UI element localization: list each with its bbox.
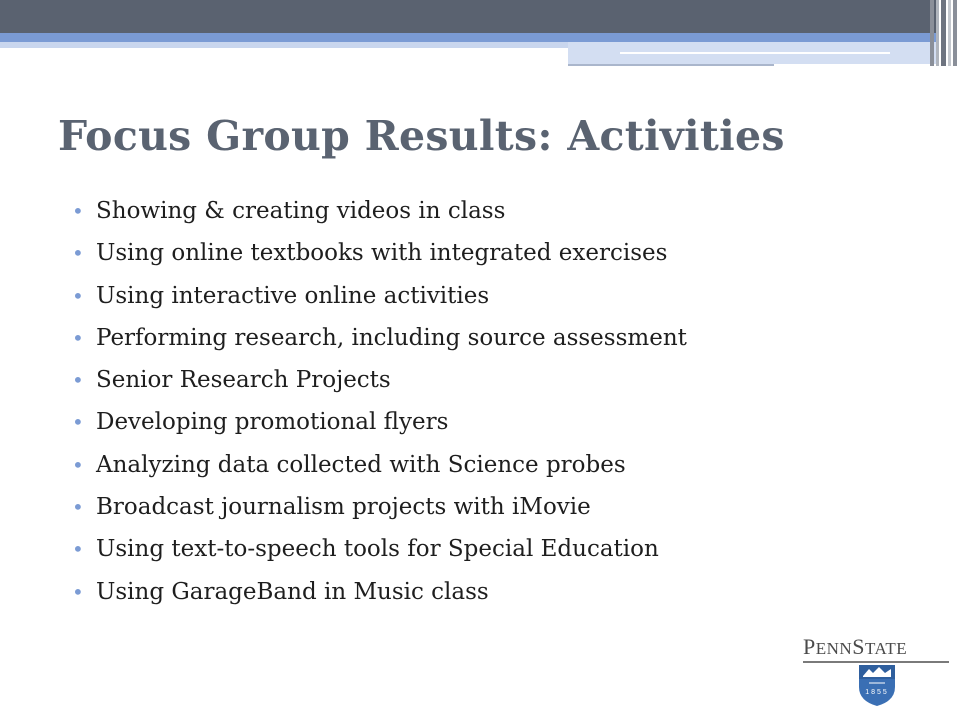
bullet-text: Using interactive online activities <box>96 282 490 309</box>
bullet-dot-icon: • <box>72 452 84 477</box>
top-decorative-band <box>0 0 960 70</box>
bullet-text: Using text-to-speech tools for Special Education <box>96 536 659 563</box>
bullet-dot-icon: • <box>72 368 84 393</box>
bullet-dot-icon: • <box>72 410 84 435</box>
bullet-list <box>72 192 932 615</box>
bullet-dot-icon: • <box>72 199 84 223</box>
band-white-line <box>620 52 890 54</box>
bullet-item <box>72 446 932 488</box>
bullet-text: Using online textbooks with integrated exercises <box>96 240 668 267</box>
bullet-text: Senior Research Projects <box>96 367 391 394</box>
bullet-item <box>72 573 932 615</box>
band-vertical-stripes <box>930 0 960 66</box>
logo-wordmark: PENNSTATE <box>803 634 908 659</box>
bullet-text: Using GarageBand in Music class <box>96 578 489 605</box>
logo-year: 1855 <box>865 689 889 696</box>
band-light-stripe-left <box>0 42 568 48</box>
bullet-item <box>72 488 932 530</box>
bullet-item <box>72 234 932 276</box>
shield-icon <box>855 663 899 707</box>
bullet-dot-icon: • <box>72 495 84 520</box>
bullet-item <box>72 530 932 572</box>
bullet-dot-icon: • <box>72 325 84 350</box>
bullet-dot-icon: • <box>72 537 84 562</box>
bullet-item <box>72 403 932 445</box>
bullet-item <box>72 192 932 234</box>
slide-title: Focus Group Results: Activities <box>58 112 785 160</box>
bullet-item <box>72 319 932 361</box>
bullet-dot-icon: • <box>72 283 84 308</box>
bullet-item <box>72 277 932 319</box>
bullet-item <box>72 361 932 403</box>
bullet-dot-icon: • <box>72 241 84 266</box>
bullet-text: Broadcast journalism projects with iMovie <box>96 494 591 521</box>
band-gray-line <box>568 64 774 66</box>
band-dark-stripe <box>0 0 936 33</box>
bullet-dot-icon: • <box>72 579 84 604</box>
bullet-text: Developing promotional flyers <box>96 409 449 436</box>
band-blue-stripe <box>0 33 936 42</box>
bullet-text: Showing & creating videos in class <box>96 198 506 224</box>
bullet-text: Analyzing data collected with Science probes <box>96 451 626 478</box>
bullet-text: Performing research, including source assessment <box>96 324 687 351</box>
pennstate-logo <box>803 630 953 710</box>
